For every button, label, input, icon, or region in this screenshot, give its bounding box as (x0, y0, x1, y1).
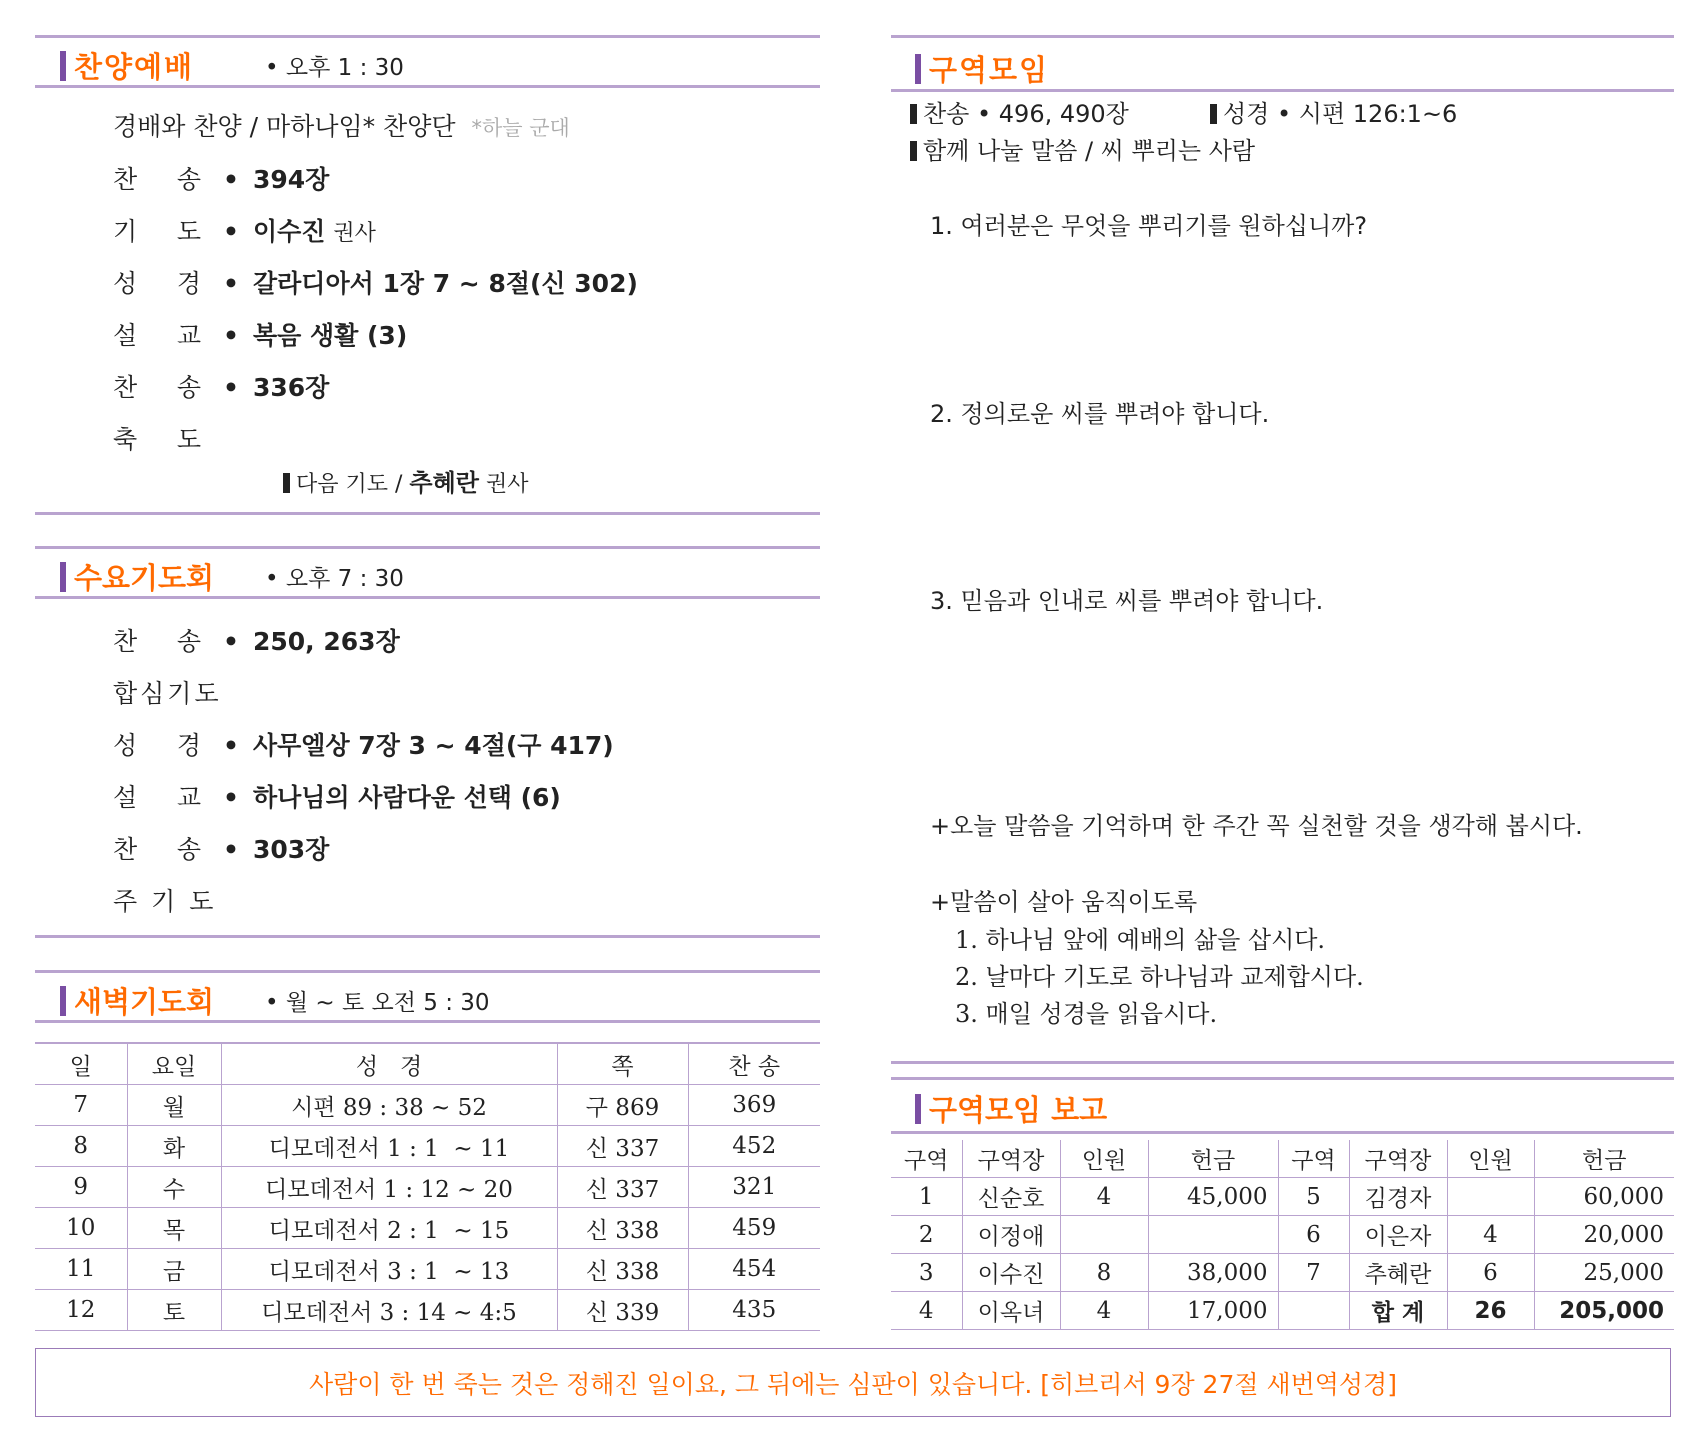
rule-report-top2 (891, 1077, 1674, 1080)
worship-row-value: 394장 (253, 165, 330, 194)
table-row: 4 이옥녀 4 17,000 합 계 26 205,000 (891, 1292, 1674, 1330)
worship-row-label: 성 경 (113, 269, 202, 298)
district-alive-item-1: 1. 하나님 앞에 예배의 삶을 삽시다. (955, 926, 1326, 954)
rule-report-top1 (891, 1061, 1674, 1064)
worship-row-4: 찬 송 • 336장 (113, 368, 329, 404)
wednesday-time: • 오후 7 : 30 (265, 566, 404, 592)
worship-time: • 오후 1 : 30 (265, 55, 404, 81)
table-row: 7 월 시편 89 : 38 ~ 52 구 869 369 (35, 1085, 820, 1126)
worship-row-value: 갈라디아서 1장 7 ~ 8절(신 302) (253, 269, 638, 298)
rule-district-top (891, 35, 1674, 38)
title-bar-icon (60, 51, 66, 81)
table-row: 1 신순호 4 45,000 5 김경자 60,000 (891, 1178, 1674, 1216)
title-bar-icon (915, 54, 921, 84)
rule-wed-top (35, 546, 820, 549)
district-hymn: 찬송 • 496, 490장 (910, 94, 1129, 129)
col-header: 찬 송 (688, 1043, 820, 1085)
rule-worship-top (35, 35, 820, 38)
wednesday-title: 수요기도회 (60, 556, 214, 597)
title-bar-icon (60, 986, 66, 1016)
district-share: 함께 나눌 말씀 / 씨 뿌리는 사람 (910, 131, 1255, 166)
col-header: 성 경 (221, 1043, 557, 1085)
worship-row-suffix: 권사 (333, 221, 376, 246)
district-report-table (891, 1140, 1674, 1330)
next-prayer-name: 추혜란 (409, 469, 479, 497)
district-alive-item-3: 3. 매일 성경을 읽읍시다. (955, 1000, 1218, 1028)
wed-row-1: 합심기도 (113, 679, 222, 708)
dawn-schedule-table (35, 1042, 820, 1331)
col-header: 쪽 (557, 1043, 688, 1085)
col-header: 요일 (127, 1043, 221, 1085)
report-title: 구역모임 보고 (915, 1088, 1107, 1129)
wed-row-2: 성 경 • 사무엘상 7장 3 ~ 4절(구 417) (113, 731, 614, 760)
worship-row-1: 기 도 • 이수진 권사 (113, 212, 376, 248)
worship-title: 찬양예배 (60, 45, 194, 86)
rule-dawn-top (35, 970, 820, 973)
rule-worship-sub (35, 85, 820, 88)
total-label: 합 계 (1349, 1292, 1447, 1330)
table-row: 3 이수진 8 38,000 7 추혜란 6 25,000 (891, 1254, 1674, 1292)
table-row: 2 이정애 6 이은자 4 20,000 (891, 1216, 1674, 1254)
rule-report-sub (891, 1131, 1674, 1134)
next-prayer: 다음 기도 / 추혜란 권사 (283, 463, 529, 498)
praise-line (113, 107, 570, 143)
wed-row-3: 설 교 • 하나님의 사람다운 선택 (6) (113, 783, 561, 812)
wed-row-5: 주 기 도 (113, 887, 217, 916)
district-scripture: 성경 • 시편 126:1~6 (1210, 94, 1457, 129)
worship-row-label: 찬 송 (113, 165, 202, 194)
wed-row-0: 찬 송 • 250, 263장 (113, 627, 400, 656)
table-header-row (35, 1043, 820, 1085)
col-header: 일 (35, 1043, 127, 1085)
dawn-title: 새벽기도회 (60, 980, 214, 1021)
worship-row-label: 찬 송 (113, 373, 202, 402)
worship-row-3: 설 교 • 복음 생활 (3) (113, 316, 407, 352)
worship-row-value: 복음 생활 (3) (253, 321, 408, 350)
worship-row-value: 336장 (253, 373, 330, 402)
footer-verse: 사람이 한 번 죽는 것은 정해진 일이요, 그 뒤에는 심판이 있습니다. [히브리서 9장 27절 새번역성경] (309, 1369, 1397, 1399)
rule-worship-bottom (35, 512, 820, 515)
rule-wed-sub (35, 596, 820, 599)
worship-row-0: 찬 송 • 394장 (113, 160, 329, 196)
bullet-mark-icon (283, 473, 290, 493)
total-count: 26 (1447, 1292, 1534, 1330)
bullet-mark-icon (1210, 104, 1217, 124)
worship-row-2: 성 경 • 갈라디아서 1장 7 ~ 8절(신 302) (113, 264, 638, 300)
wed-row-4: 찬 송 • 303장 (113, 835, 330, 864)
district-alive-title: +말씀이 살아 움직이도록 (930, 888, 1198, 916)
district-alive-item-2: 2. 날마다 기도로 하나님과 교제합시다. (955, 963, 1364, 991)
praise-team: 경배와 찬양 / 마하나임* 찬양단 (113, 112, 456, 141)
district-remember: +오늘 말씀을 기억하며 한 주간 꼭 실천할 것을 생각해 봅시다. (930, 812, 1583, 840)
district-point-1: 1. 여러분은 무엇을 뿌리기를 원하십니까? (930, 212, 1368, 240)
total-offering: 205,000 (1534, 1292, 1674, 1330)
praise-note: *하늘 군대 (471, 116, 570, 140)
worship-row-label: 설 교 (113, 321, 202, 350)
worship-row-label: 축 도 (113, 425, 202, 454)
worship-row-5 (113, 420, 223, 456)
table-row: 11 금 디모데전서 3 : 1 ~ 13 신 338 454 (35, 1249, 820, 1290)
rule-wed-bottom (35, 935, 820, 938)
bullet-mark-icon (910, 104, 917, 124)
table-row: 9 수 디모데전서 1 : 12 ~ 20 신 337 321 (35, 1167, 820, 1208)
table-header-row: 구역 구역장 인원 헌금 구역 구역장 인원 헌금 (891, 1140, 1674, 1178)
dawn-time: • 월 ~ 토 오전 5 : 30 (265, 990, 490, 1016)
footer-verse-box (35, 1348, 1671, 1417)
table-row: 12 토 디모데전서 3 : 14 ~ 4:5 신 339 435 (35, 1290, 820, 1331)
bullet-mark-icon (910, 141, 917, 161)
title-bar-icon (915, 1094, 921, 1124)
rule-district-sub (891, 89, 1674, 92)
district-point-3: 3. 믿음과 인내로 씨를 뿌려야 합니다. (930, 587, 1324, 615)
district-point-2: 2. 정의로운 씨를 뿌려야 합니다. (930, 400, 1270, 428)
rule-dawn-sub (35, 1020, 820, 1023)
worship-row-label: 기 도 (113, 217, 202, 246)
table-row: 8 화 디모데전서 1 : 1 ~ 11 신 337 452 (35, 1126, 820, 1167)
worship-row-value: 이수진 (253, 217, 326, 246)
title-bar-icon (60, 562, 66, 592)
table-row: 10 목 디모데전서 2 : 1 ~ 15 신 338 459 (35, 1208, 820, 1249)
district-title: 구역모임 (915, 48, 1049, 89)
